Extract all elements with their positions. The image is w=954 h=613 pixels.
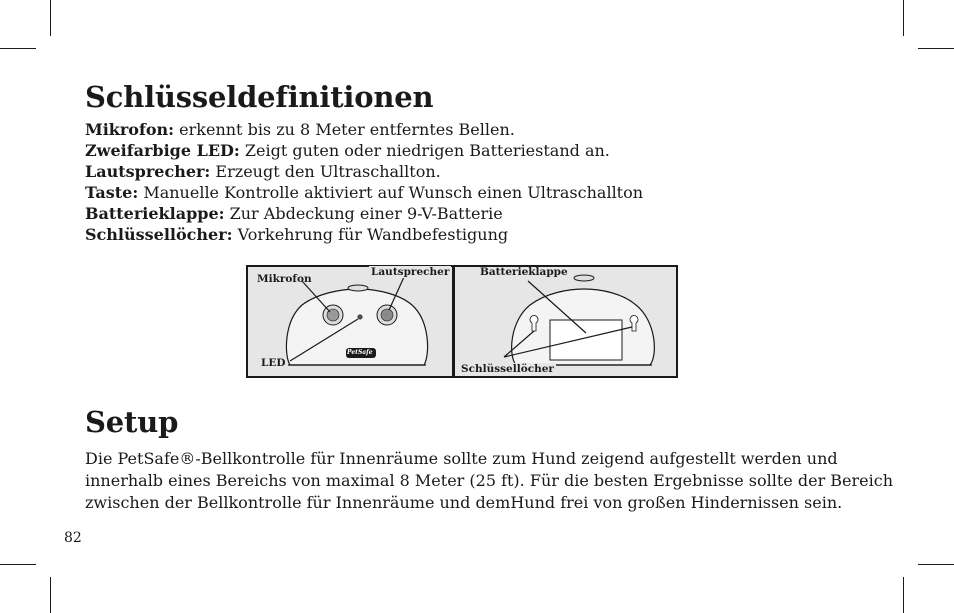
definition-text: Vorkehrung für Wandbefestigung xyxy=(232,225,509,244)
crop-mark xyxy=(903,577,904,613)
definition-text: Manuelle Kontrolle aktiviert auf Wunsch einen Ultraschallton xyxy=(138,183,644,202)
paragraph-line: zwischen der Bellkontrolle für Innenräume und demHund frei von großen Hindernissen sein. xyxy=(85,493,843,512)
definition-term: Taste: xyxy=(85,183,139,202)
crop-mark xyxy=(903,0,904,36)
crop-mark xyxy=(0,564,36,565)
section-title-key-definitions: Schlüsseldefinitionen xyxy=(85,80,434,114)
crop-mark xyxy=(50,0,51,36)
crop-mark xyxy=(918,564,954,565)
definition-item xyxy=(85,161,643,182)
definition-item xyxy=(85,203,643,224)
label-led: LED xyxy=(261,357,286,369)
crop-mark xyxy=(50,577,51,613)
crop-mark xyxy=(0,48,36,49)
back-device-drawing xyxy=(504,275,654,365)
definition-item xyxy=(85,140,643,161)
label-microphone: Mikrofon xyxy=(257,273,312,285)
definition-term: Batterieklappe: xyxy=(85,204,225,223)
definition-term: Mikrofon: xyxy=(85,120,175,139)
definition-term: Zweifarbige LED: xyxy=(85,141,240,160)
definition-text: Zeigt guten oder niedrigen Batteriestand an. xyxy=(239,141,610,160)
paragraph-line: Die PetSafe®-Bellkontrolle für Innenräume sollte zum Hund zeigend aufgestellt werden und xyxy=(85,449,838,468)
definition-term: Lautsprecher: xyxy=(85,162,211,181)
petsafe-logo: PetSafe xyxy=(347,349,373,356)
section-title-setup: Setup xyxy=(85,405,179,439)
definition-list xyxy=(85,119,643,245)
paragraph-line: innerhalb eines Bereichs von maximal 8 Meter (25 ft). Für die besten Ergebnisse sollte der Bereich xyxy=(85,471,894,490)
setup-paragraph xyxy=(85,448,894,514)
definition-item xyxy=(85,224,643,245)
label-keyholes: Schlüssellöcher xyxy=(461,363,554,375)
definition-item xyxy=(85,119,643,140)
crop-mark xyxy=(918,48,954,49)
definition-text: erkennt bis zu 8 Meter entferntes Bellen. xyxy=(174,120,515,139)
label-speaker: Lautsprecher xyxy=(371,266,450,278)
definition-text: Zur Abdeckung einer 9-V-Batterie xyxy=(224,204,503,223)
definition-text: Erzeugt den Ultraschallton. xyxy=(210,162,441,181)
page-number: 82 xyxy=(64,530,82,546)
definition-item xyxy=(85,182,643,203)
definition-term: Schlüssellöcher: xyxy=(85,225,233,244)
label-battery-door: Batterieklappe xyxy=(480,266,568,278)
